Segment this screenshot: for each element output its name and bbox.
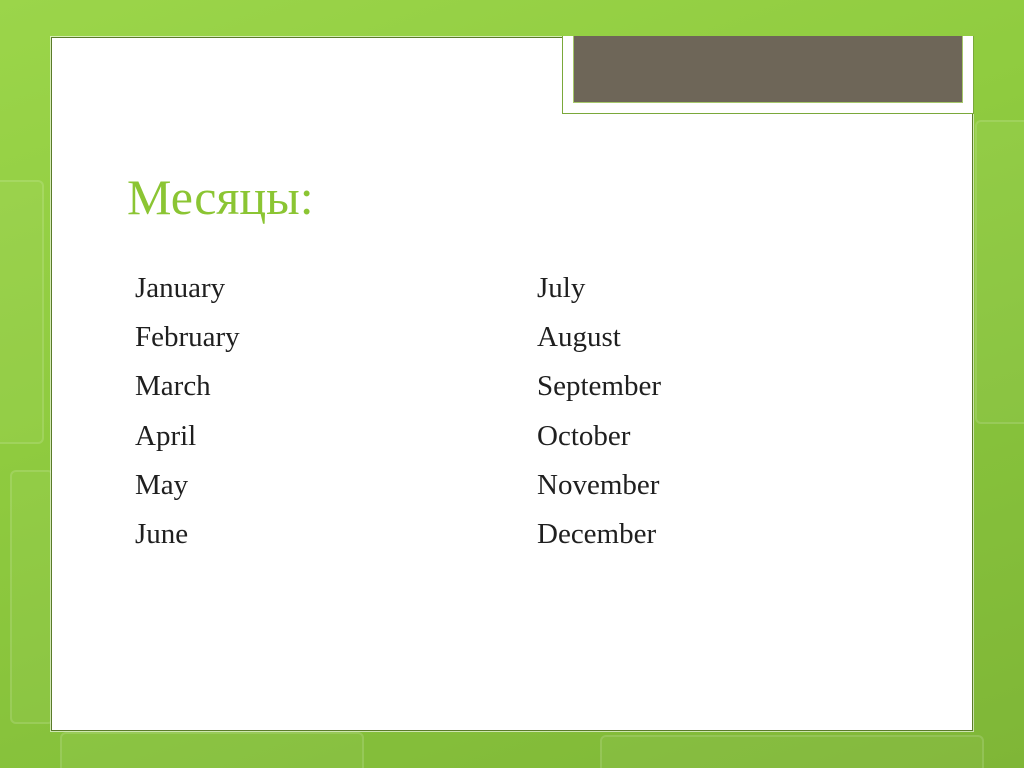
background-shape [60, 732, 364, 768]
background-shape [975, 120, 1024, 424]
month-item: April [135, 419, 197, 452]
month-list-left [135, 266, 240, 561]
month-item: May [135, 468, 189, 501]
month-item: October [537, 419, 631, 452]
background-shape [10, 470, 54, 724]
month-item: December [537, 517, 657, 550]
month-item: February [135, 321, 240, 354]
slide-header-tab [562, 36, 974, 114]
month-item: January [135, 272, 226, 304]
month-item: July [537, 272, 586, 304]
slide-title: Месяцы: [127, 169, 314, 225]
month-item: August [537, 321, 621, 354]
month-item: June [135, 517, 189, 550]
month-list-right [537, 266, 661, 561]
slide-header-tab-fill [573, 36, 963, 103]
background-shape [0, 180, 44, 444]
month-item: September [537, 370, 662, 403]
month-item: November [537, 468, 660, 501]
month-item: March [135, 370, 211, 403]
background-shape [600, 735, 984, 768]
